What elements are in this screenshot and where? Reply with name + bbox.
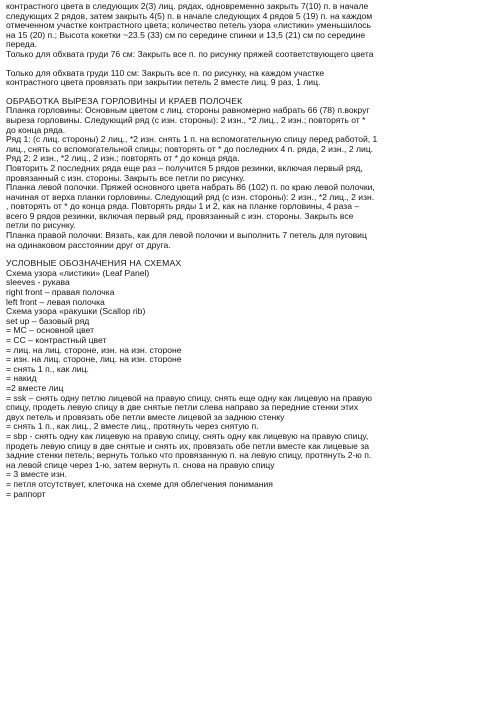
text-line: двух петель и провязать обе петли вместе лицевой за заднюю стенку [6, 412, 285, 422]
text-line: , повторять от * до конца ряда. Повторять ряды 1 и 2, как на планке горловины, 4 раза – [6, 202, 360, 212]
text-line: Ряд 2: 2 изн., *2 лиц., 2 изн.; повторять от * до конца ряда. [6, 154, 240, 164]
text-line: до конца ряда. [6, 125, 66, 135]
text-line: переда. [6, 40, 37, 50]
text-line: провязанный с изн. стороны. Закрыть все петли по рисунку. [6, 173, 245, 183]
text-line: начиная от верха планки горловины. Следующий ряд (с изн. стороны): 2 изн., *2 лиц., 2 изн. [6, 192, 375, 202]
text-line: лиц., снять со вспомогательной спицы; повторять от * до последних 4 п. ряда, 2 изн., 2 лиц. [6, 144, 374, 154]
text-line: Ряд 1: (с лиц. стороны) 2 лиц., *2 изн. снять 1 п. на вспомогательную спицу перед работой, 1 [6, 135, 378, 145]
yoke-shaping-paragraph [6, 2, 480, 60]
spacer [6, 88, 480, 97]
text-line: продеть левую спицу в две снятые и снять их, провязать обе петли вместе как лицевые за [6, 441, 370, 451]
text-line: Только для обхвата груди 110 см: Закрыть все п. по рисунку, на каждом участке [6, 68, 325, 78]
text-line: Повторить 2 последних ряда еще раз – получится 5 рядов резинки, включая первый ряд, [6, 163, 363, 173]
text-line: выреза горловины. Следующий ряд (с изн. стороны): 2 изн., *2 лиц., 2 изн.; повторять от * [6, 115, 366, 125]
text-line: Только для обхвата груди 76 см: Закрыть все п. по рисунку пряжей соответствующего цвета [6, 49, 374, 59]
text-line: = CC – контрастный цвет [6, 336, 107, 345]
text-line: контрастного цвета провязать при закрытии петель 2 вместе лиц. 9 раз, 1 лиц. [6, 78, 321, 88]
text-line: = петля отсутствует, клеточка на схеме для облегчения понимания [6, 479, 273, 489]
text-line: = снять 1 п., как лиц. [6, 364, 89, 374]
text-line: = sbp - снять одну как лицевую на правую спицу, снять одну как лицевую на правую спицу, [6, 431, 369, 441]
text-line: sleeves - рукава [6, 278, 70, 288]
text-line: задние стенки петель; вернуть только что провязанную п. на левую спицу, протянуть 2-ю п. [6, 451, 372, 461]
spacer [6, 60, 480, 69]
neckline-finishing-section [6, 97, 480, 251]
text-line: right front – правая полочка [6, 288, 115, 298]
text-line: = лиц. на лиц. стороне, изн. на изн. стороне [6, 345, 182, 355]
text-line: контрастного цвета в следующих 2(3) лиц. рядах, одновременно закрыть 7(10) п. в начале [6, 2, 369, 11]
text-line: спицу, продеть левую спицу в две снятые петли слева направо за передние стенки этих [6, 403, 359, 413]
text-line: всего 9 рядов резинки, включая первый ряд, провязанный с изн. стороны. Закрыть все [6, 211, 354, 221]
bust-110-paragraph [6, 69, 480, 88]
text-line: петли по рисунку. [6, 221, 76, 231]
text-line: =2 вместе лиц [6, 383, 64, 393]
text-line: = накид [6, 374, 37, 384]
text-line: = 3 вместе изн. [6, 470, 67, 480]
text-line: Планка левой полочки. Пряжей основного цвета набрать 86 (102) п. по краю левой полочки, [6, 183, 375, 193]
text-line: Схема узора «листики» (Leaf Panel) [6, 268, 150, 278]
section-heading: УСЛОВНЫЕ ОБОЗНАЧЕНИЯ НА СХЕМАХ [6, 259, 182, 269]
text-line: на одинаковом расстоянии друг от друга. [6, 240, 171, 250]
text-line: = MC – основной цвет [6, 326, 95, 336]
text-line: = снять 1 п., как лиц., 2 вместе лиц., протянуть через снятую п. [6, 422, 259, 432]
text-line: left front – левая полочка [6, 297, 105, 307]
text-line: отмеченном участке контрастного цвета; количество петель узора «листики» уменьшилось [6, 21, 372, 31]
text-line: Планка горловины: Основным цветом с лиц. стороны равномерно набрать 66 (78) п.вокруг [6, 106, 370, 116]
text-line: на левой спице через 1-ю, затем вернуть п. снова на правую спицу [6, 460, 275, 470]
text-line: set up – базовый ряд [6, 316, 90, 326]
text-line: Схема узора «ракушки (Scallop rib) [6, 307, 146, 317]
text-line: следующих 2 рядов, затем закрыть 4(5) п. в начале следующих 4 рядов 5 (19) п. на каждом [6, 11, 373, 21]
text-line: = изн. на лиц. стороне, лиц. на изн. стороне [6, 355, 182, 365]
spacer [6, 250, 480, 259]
text-line: = ssk – снять одну петлю лицевой на правую спицу, снять еще одну как лицевую на правую [6, 393, 372, 403]
section-heading: ОБРАБОТКА ВЫРЕЗА ГОРЛОВИНЫ И КРАЕВ ПОЛОЧЕК [6, 96, 243, 106]
text-line: = раппорт [6, 489, 46, 499]
text-line: Планка правой полочки: Вязать, как для левой полочки и выполнить 7 петель для пуговиц [6, 231, 367, 241]
chart-legend-section [6, 259, 480, 499]
text-line: на 15 (20) п.; Высота кокетки ~23.5 (33) см по середине спинки и 13,5 (21) см по середине [6, 30, 366, 40]
